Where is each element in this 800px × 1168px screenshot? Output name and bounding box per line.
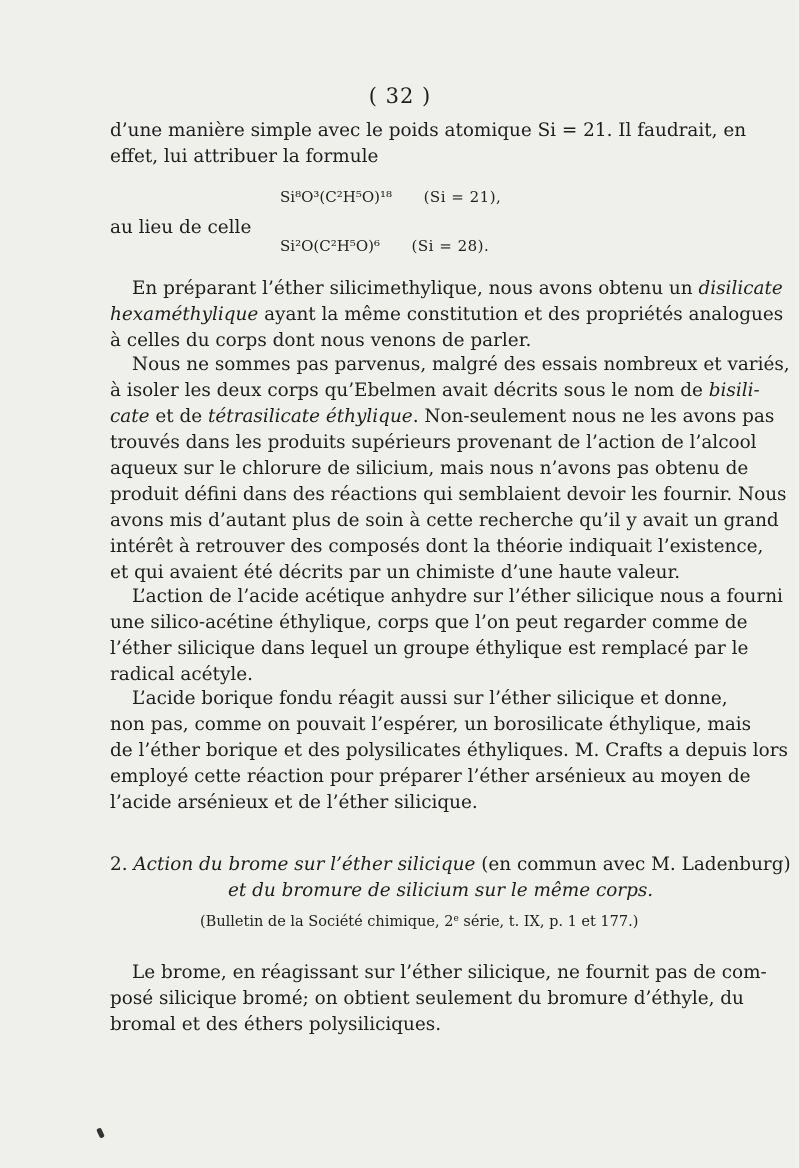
italic-term: bisili- — [708, 380, 760, 401]
text-line: à isoler les deux corps qu’Ebelmen avait décrits sous le nom de bisili- — [110, 380, 760, 401]
text-line: intérêt à retrouver des composés dont la théorie indiquait l’existence, — [110, 536, 764, 557]
text-line: une silico-acétine éthylique, corps que l’on peut regarder comme de — [110, 612, 748, 633]
text-line: L’acide borique fondu réagit aussi sur l’éther silicique et donne, — [132, 688, 728, 709]
italic-term: disilicate — [698, 278, 783, 299]
text-line: bromal et des éthers polysiliciques. — [110, 1014, 442, 1035]
section-title-line: et du bromure de silicium sur le même corps. — [228, 880, 654, 901]
text-line: et qui avaient été décrits par un chimiste d’une haute valeur. — [110, 562, 681, 583]
italic-term: hexaméthylique — [110, 304, 259, 325]
text-line: avons mis d’autant plus de soin à cette recherche qu’il y avait un grand — [110, 510, 779, 531]
page-number: ( 32 ) — [368, 84, 432, 108]
text-line: employé cette réaction pour préparer l’éther arsénieux au moyen de — [110, 766, 751, 787]
text-line: à celles du corps dont nous venons de parler. — [110, 330, 532, 351]
text-line: au lieu de celle — [110, 217, 252, 238]
formula-1-main: Si⁸O³(C²H⁵O)¹⁸ — [280, 188, 393, 206]
text-line: Nous ne sommes pas parvenus, malgré des essais nombreux et variés, — [132, 354, 790, 375]
italic-term: tétrasilicate éthylique — [208, 406, 413, 427]
text-line: non pas, comme on pouvait l’espérer, un borosilicate éthylique, mais — [110, 714, 752, 735]
paragraph-2 — [110, 276, 784, 354]
text-line: radical acétyle. — [110, 664, 253, 685]
text-line: L’action de l’acide acétique anhydre sur l’éther silicique nous a fourni — [132, 586, 783, 607]
text-line: d’une manière simple avec le poids atomique Si = 21. Il faudrait, en — [110, 120, 747, 141]
text-line: aqueux sur le chlorure de silicium, mais nous n’avons pas obtenu de — [110, 458, 749, 479]
section-collaborator: (en commun avec M. Ladenburg) — [475, 854, 791, 875]
text-line: posé silicique bromé; on obtient seulement du bromure d’éthyle, du — [110, 988, 744, 1009]
text-line: l’éther silicique dans lequel un groupe éthylique est remplacé par le — [110, 638, 749, 659]
formula-2 — [280, 237, 489, 255]
italic-term: cate — [110, 406, 150, 427]
section-title-line — [110, 852, 791, 878]
paragraph-4 — [110, 584, 783, 688]
text-line: hexaméthylique ayant la même constitution et des propriétés analogues — [110, 304, 784, 325]
paragraph-3 — [110, 352, 790, 586]
formula-2-condition: (Si = 28). — [411, 237, 490, 255]
paragraph-5 — [110, 686, 788, 816]
text-line: de l’éther borique et des polysilicates éthyliques. M. Crafts a depuis lors — [110, 740, 788, 761]
formula-1 — [280, 188, 501, 206]
text-line: l’acide arsénieux et de l’éther silicique. — [110, 792, 478, 813]
text-line: produit défini dans des réactions qui semblaient devoir les fournir. Nous — [110, 484, 787, 505]
paragraph-1 — [110, 118, 747, 170]
formula-1-condition: (Si = 21), — [423, 188, 502, 206]
ink-speck — [96, 1127, 105, 1138]
citation: (Bulletin de la Société chimique, 2e série, t. IX, p. 1 et 177.) — [200, 914, 639, 930]
section-number: 2. — [110, 854, 128, 875]
section-title: Action du brome sur l’éther silicique — [133, 854, 476, 875]
text-line: Le brome, en réagissant sur l’éther silicique, ne fournit pas de com- — [132, 962, 767, 983]
section-2-heading — [110, 852, 791, 904]
text-line: En préparant l’éther silicimethylique, nous avons obtenu un disilicate — [132, 278, 783, 299]
text-line: cate et de tétrasilicate éthylique. Non-seulement nous ne les avons pas — [110, 406, 775, 427]
text-line: effet, lui attribuer la formule — [110, 146, 379, 167]
formula-2-main: Si²O(C²H⁵O)⁶ — [280, 237, 380, 255]
text-line: trouvés dans les produits supérieurs provenant de l’action de l’alcool — [110, 432, 757, 453]
paragraph-6 — [110, 960, 767, 1038]
